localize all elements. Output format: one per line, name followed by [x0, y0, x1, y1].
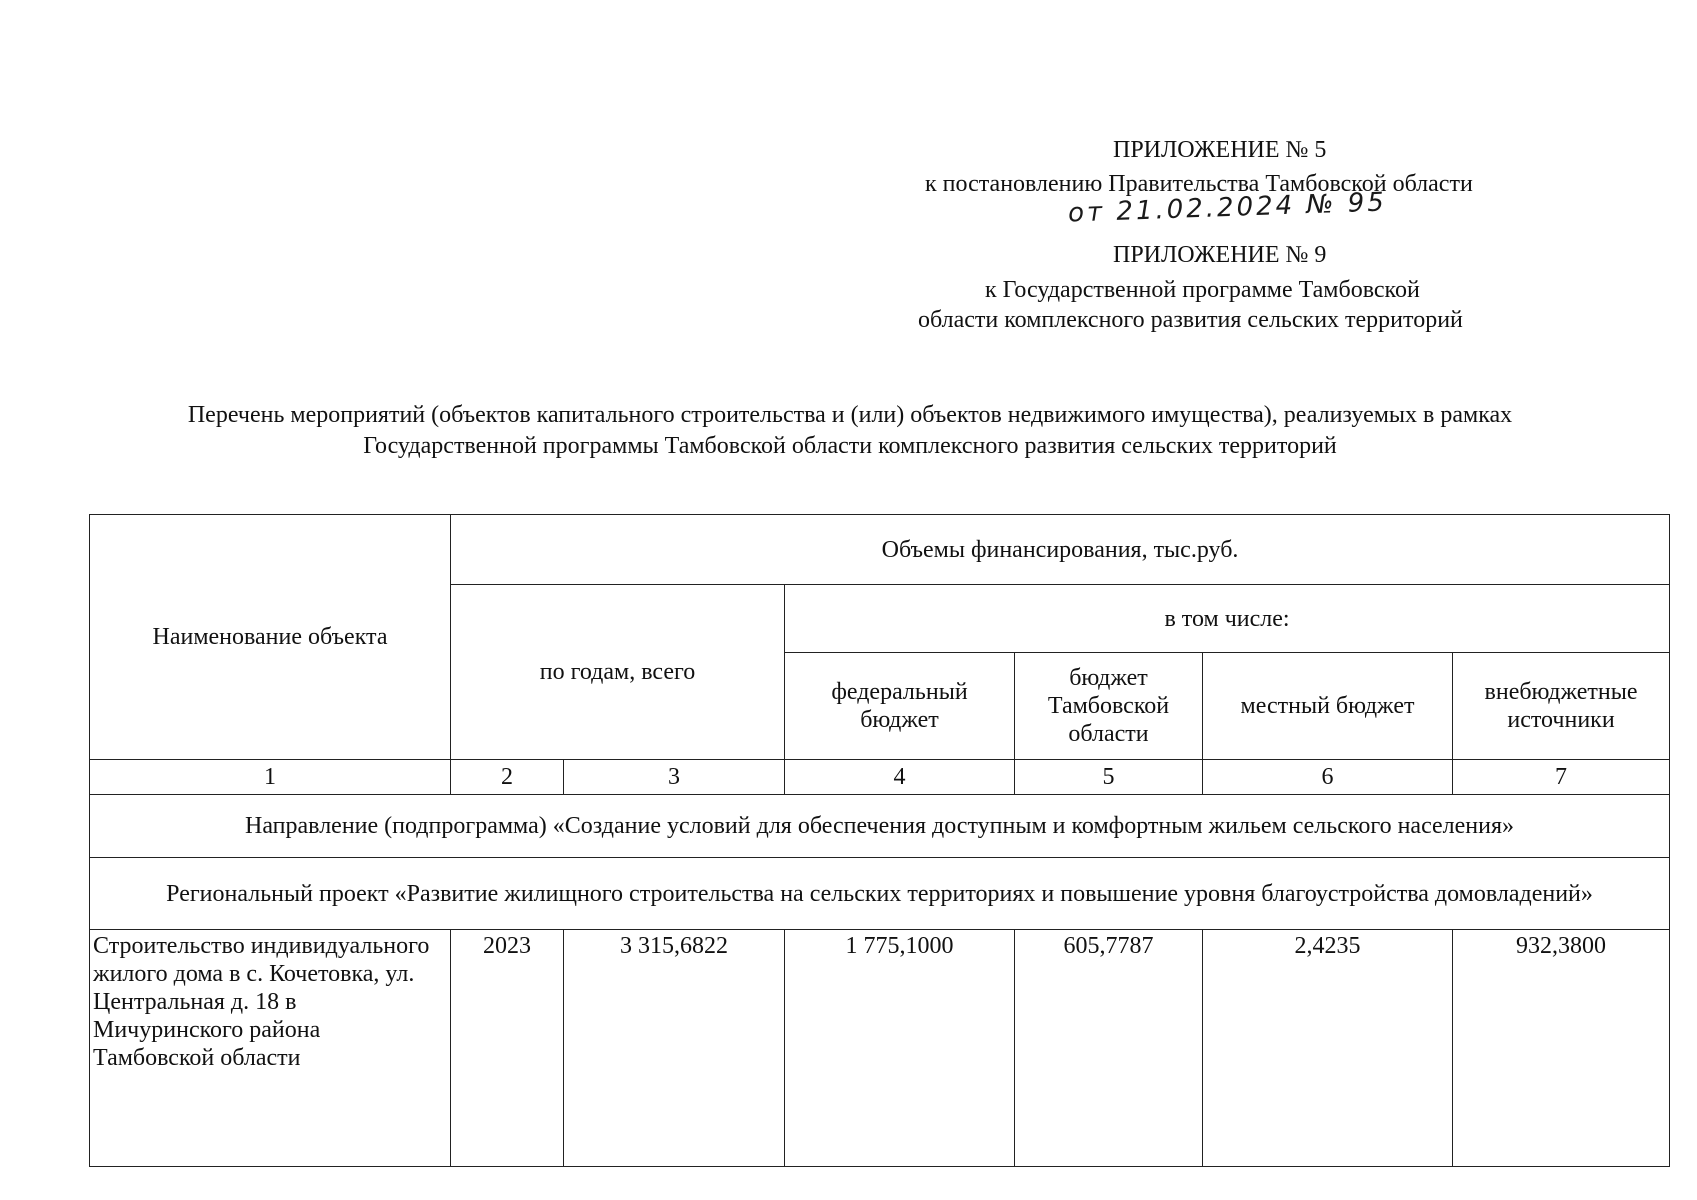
table-row [90, 930, 1670, 1167]
header-local-budget: местный бюджет [1203, 653, 1453, 760]
handwritten-date-number: от 21.02.2024 № 95 [1067, 187, 1388, 229]
local-budget-cell: 2,4235 [1203, 930, 1453, 1167]
header-object-name: Наименование объекта [90, 515, 451, 760]
financing-table [89, 514, 1670, 1167]
header-including: в том числе: [785, 585, 1670, 653]
appendix-5-reference: к постановлению Правительства Тамбовской области [925, 171, 1473, 197]
appendix-9-reference-line2: области комплексного развития сельских территорий [918, 307, 1463, 333]
column-number-1: 1 [90, 760, 451, 795]
appendix-9-title: ПРИЛОЖЕНИЕ № 9 [1113, 242, 1327, 268]
regional-budget-cell: 605,7787 [1015, 930, 1203, 1167]
column-number-2: 2 [451, 760, 564, 795]
year-cell: 2023 [451, 930, 564, 1167]
header-regional-budget: бюджет Тамбовской области [1015, 653, 1203, 760]
object-name-cell: Строительство индивидуального жилого дома в с. Кочетовка, ул. Центральная д. 18 в Мичуринского района Тамбовской области [90, 930, 451, 1167]
document-title-line1: Перечень мероприятий (объектов капитального строительства и (или) объектов недвижимого имущества), реализуемых в рамках [187, 402, 1513, 428]
column-number-4: 4 [785, 760, 1015, 795]
document-title-line2: Государственной программы Тамбовской области комплексного развития сельских территорий [363, 433, 1337, 459]
regional-project-row: Региональный проект «Развитие жилищного строительства на сельских территориях и повышение уровня благоустройства домовладений» [90, 858, 1670, 930]
subprogram-row: Направление (подпрограмма) «Создание условий для обеспечения доступным и комфортным жильем сельского населения» [90, 795, 1670, 858]
header-financing-volumes: Объемы финансирования, тыс.руб. [451, 515, 1670, 585]
column-number-7: 7 [1453, 760, 1670, 795]
header-by-years-total: по годам, всего [451, 585, 785, 760]
header-federal-budget: федеральный бюджет [785, 653, 1015, 760]
total-cell: 3 315,6822 [564, 930, 785, 1167]
column-number-6: 6 [1203, 760, 1453, 795]
column-number-3: 3 [564, 760, 785, 795]
column-number-5: 5 [1015, 760, 1203, 795]
federal-budget-cell: 1 775,1000 [785, 930, 1015, 1167]
appendix-5-title: ПРИЛОЖЕНИЕ № 5 [1113, 137, 1327, 163]
header-extrabudgetary: внебюджетные источники [1453, 653, 1670, 760]
extrabudgetary-cell: 932,3800 [1453, 930, 1670, 1167]
appendix-9-reference-line1: к Государственной программе Тамбовской [985, 277, 1420, 303]
